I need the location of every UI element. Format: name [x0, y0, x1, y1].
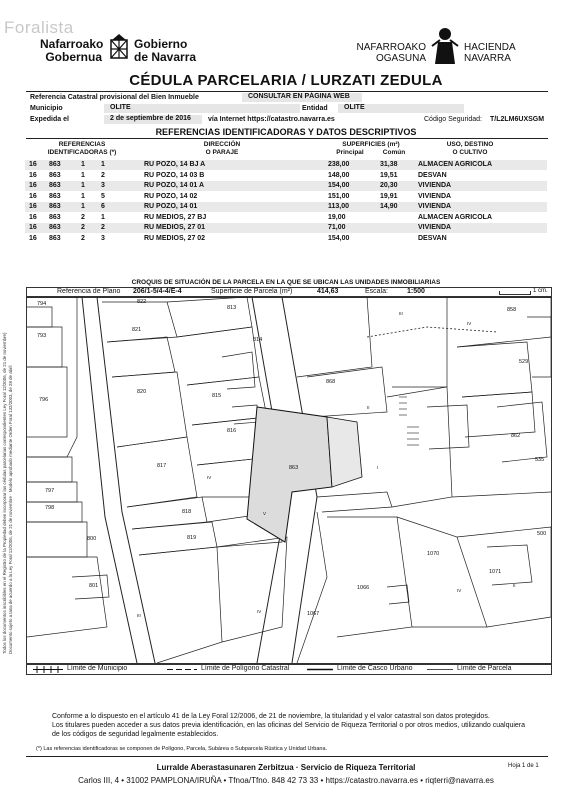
logo-right-text-3: HACIENDA	[464, 42, 516, 53]
ref-subarea: 1	[81, 182, 85, 189]
sup-principal-cell: 238,00	[328, 161, 350, 168]
ref-parcela: 863	[49, 182, 61, 189]
direccion-cell: RU MEDIOS, 27 01	[144, 224, 206, 231]
col-dir-header	[160, 141, 284, 156]
col-uso-line-1: USO, DESTINO	[446, 141, 494, 148]
legend-parcela-symbol	[427, 666, 453, 673]
parcel-number-label: 1067	[307, 611, 320, 617]
ref-parcela: 863	[49, 161, 61, 168]
hacienda-emblem-icon	[430, 26, 460, 66]
ref-value: CONSULTAR EN PÁGINA WEB	[242, 93, 362, 102]
logo-text-spanish-2: de Navarra	[134, 50, 197, 64]
col-ref-line-2: IDENTIFICADORAS (*)	[47, 148, 117, 156]
watermark: Foralista	[4, 18, 74, 37]
parcel-number-label: 1066	[357, 585, 370, 591]
ref-subarea: 2	[81, 213, 85, 221]
col-sup-header: SUPERFICIES (m²)	[342, 141, 400, 148]
uso-cell: VIVIENDA	[418, 192, 452, 200]
subparcel-label: III	[399, 311, 403, 316]
sup-comun-cell: 19,91	[380, 192, 398, 200]
via-internet-text: vía Internet https://catastro.navarra.es	[208, 116, 335, 123]
stairs-hatch	[399, 397, 419, 445]
legend-casco: Límite de Casco Urbano	[337, 665, 413, 672]
legend-casco-symbol	[307, 666, 333, 673]
col-ref-line-1: REFERENCIAS	[58, 141, 106, 148]
ref-poligono: 16	[29, 213, 37, 221]
ref-subarea: 1	[81, 171, 85, 179]
parcel-number-label: 818	[182, 509, 192, 515]
table-row	[25, 213, 547, 223]
logo-right-text-2: OGASUNA	[375, 53, 426, 64]
ref-unidad: 1	[101, 161, 105, 168]
sup-principal-cell: 113,00	[328, 203, 350, 210]
ref-unidad: 2	[101, 224, 105, 231]
casco-urbano-line	[367, 327, 497, 337]
logo-text-basque-2: Gobernua	[45, 50, 102, 64]
subparcel-label: II	[513, 583, 516, 588]
parcel-number-label: 529	[519, 359, 529, 365]
parcel-number-label: 798	[45, 505, 55, 511]
subparcel-label: IV	[207, 475, 212, 480]
ref-poligono: 16	[29, 224, 37, 231]
ref-subarea: 2	[81, 234, 85, 242]
table-row	[25, 202, 547, 212]
uso-cell: ALMACEN AGRICOLA	[418, 161, 493, 168]
page-indicator: Hoja 1 de 1	[508, 763, 539, 769]
table-row	[25, 223, 547, 233]
parcel-number-label: 858	[507, 307, 517, 313]
expedida-value: 2 de septiembre de 2016	[104, 115, 202, 124]
footer-note-1: Conforme a lo dispuesto en el artículo 41 de la Ley Foral 12/2006, de 21 de noviembre, la titularidad y el valor catastral son datos protegidos.	[52, 713, 490, 720]
parcel-number-label: 797	[45, 488, 55, 494]
sup-comun-cell: 14,90	[380, 203, 398, 210]
direccion-cell: RU POZO, 14 02	[144, 192, 198, 200]
legend-parcela: Límite de Parcela	[457, 665, 512, 672]
direccion-cell: RU POZO, 14 03 B	[144, 171, 205, 179]
ref-parcela: 863	[49, 203, 61, 210]
cadastral-map-drawing	[27, 297, 551, 663]
references-title: REFERENCIAS IDENTIFICADORAS Y DATOS DESCRIPTIVOS	[155, 127, 417, 137]
side-legal-line-1: Todos los documentos inscribibles en el Registro de la Propiedad deben incorporar las cédulas parcelarias correspondientes Ley Foral 12/2006, de 21 de noviembre)	[2, 332, 7, 654]
side-legal-text	[2, 294, 14, 654]
ref-unidad: 3	[101, 182, 105, 189]
parcel-863-shape	[247, 407, 332, 542]
parcel-number-label: 817	[157, 463, 167, 469]
expedida-label: Expedida el	[30, 116, 69, 123]
footer-notes	[52, 712, 532, 739]
entidad-label: Entidad	[302, 105, 328, 112]
parcel-number-label: 535	[535, 457, 545, 463]
ref-poligono: 16	[29, 171, 37, 179]
ref-unidad: 1	[101, 213, 105, 221]
codigo-value: T/L2LM6UXSGM	[490, 116, 545, 123]
asterisk-note: (*) Las referencias identificadoras se componen de Polígono, Parcela, Subárea o Subparcela Rústica y Unidad Urbana.	[36, 746, 328, 752]
ref-poligono: 16	[29, 192, 37, 200]
table-row	[25, 171, 547, 181]
parcel-number-label: 821	[132, 327, 142, 333]
navarra-shield-icon	[108, 30, 130, 64]
ref-subarea: 1	[81, 203, 85, 210]
ref-subarea: 1	[81, 192, 85, 200]
sup-principal-cell: 148,00	[328, 171, 350, 179]
parcel-863-subarea	[327, 417, 362, 487]
parcel-number-label: 819	[187, 535, 197, 541]
parcel-number-label: 814	[253, 337, 263, 343]
subparcel-label: IV	[467, 321, 472, 326]
ref-poligono: 16	[29, 203, 37, 210]
uso-cell: VIVIENDA	[418, 224, 452, 231]
entidad-value: OLITE	[338, 104, 464, 113]
superficie-label: Superficie de Parcela (m²)	[211, 288, 293, 295]
sup-principal-cell: 71,00	[328, 224, 346, 231]
uso-cell: DESVAN	[418, 171, 447, 179]
direccion-cell: RU POZO, 14 BJ A	[144, 161, 206, 168]
logo-text-spanish-1: Gobierno	[134, 37, 188, 51]
sup-comun-cell: 31,38	[380, 161, 398, 168]
sup-principal-cell: 154,00	[328, 234, 350, 242]
col-uso-header	[424, 141, 516, 156]
subparcel-label: IV	[457, 588, 462, 593]
parcel-number-label: 794	[37, 301, 47, 307]
table-row	[25, 192, 547, 202]
col-dir-line-2: O PARAJE	[205, 148, 239, 156]
map-legend	[26, 664, 552, 675]
footer-note-2: Los titulares pueden acceder a sus datos previa identificación, en las oficinas del Servicio de Riqueza Territorial o por otros medios, utilizando cualquiera	[52, 722, 526, 729]
ref-poligono: 16	[29, 161, 37, 168]
escala-value: 1:500	[407, 288, 425, 295]
sup-principal-cell: 19,00	[328, 213, 346, 221]
parcel-number-label: 820	[137, 389, 147, 395]
col-uso-line-2: O CULTIVO	[452, 148, 488, 156]
subparcel-label: II	[367, 405, 370, 410]
cadastral-map[interactable]	[26, 296, 552, 664]
subparcel-label: III	[137, 613, 141, 618]
uso-cell: ALMACEN AGRICOLA	[418, 213, 493, 221]
office-address: Carlos III, 4 • 31002 PAMPLONA/IRUÑA • Tfnoa/Tfno. 848 42 73 33 • https://catastro.navarra.es • riqterri@navarra.es	[78, 776, 494, 785]
footer-rule	[26, 756, 548, 757]
ref-parcela: 863	[49, 171, 61, 179]
codigo-label: Código Seguridad:	[424, 116, 482, 123]
col-comun-header: Común	[382, 149, 406, 156]
parcel-number-label: 816	[227, 428, 237, 434]
ref-unidad: 5	[101, 192, 105, 200]
table-row	[25, 181, 547, 191]
ref-parcela: 863	[49, 224, 61, 231]
municipio-label: Municipio	[30, 105, 63, 112]
table-row	[25, 160, 547, 170]
ref-poligono: 16	[29, 234, 37, 242]
sup-comun-cell: 19,51	[380, 171, 398, 179]
references-rule	[26, 138, 548, 139]
legend-poligono: Límite de Polígono Catastral	[201, 665, 290, 672]
municipio-value: OLITE	[104, 104, 300, 113]
superficie-value: 414,63	[317, 288, 339, 295]
plano-value: 206/1-5/4-4/E-4	[133, 288, 182, 295]
legend-poligono-symbol	[167, 666, 197, 673]
direccion-cell: RU POZO, 14 01	[144, 203, 198, 210]
col-principal-header: Principal	[336, 149, 364, 156]
parcel-number-label: 800	[87, 536, 97, 542]
subparcel-label: V	[263, 511, 267, 516]
subparcel-label: I	[377, 465, 379, 470]
ref-subarea: 2	[81, 224, 85, 231]
ref-unidad: 3	[101, 234, 105, 242]
logo-right-text-1: NAFARROAKO	[356, 42, 426, 53]
croquis-title: CROQUIS DE SITUACIÓN DE LA PARCELA EN LA QUE SE UBICAN LAS UNIDADES INMOBILIARIAS	[131, 279, 441, 286]
parcel-number-label: 815	[212, 393, 222, 399]
sup-comun-cell: 20,30	[380, 182, 398, 189]
page-title: CÉDULA PARCELARIA / LURZATI ZEDULA	[129, 72, 443, 89]
parcel-number-label: 1071	[489, 569, 502, 575]
uso-cell: VIVIENDA	[418, 182, 452, 189]
parcel-number-label: 813	[227, 305, 237, 311]
sup-principal-cell: 154,00	[328, 182, 350, 189]
subparcel-label: IV	[257, 609, 262, 614]
parcel-number-label: 863	[289, 465, 299, 471]
plano-label: Referencia de Plano	[57, 288, 121, 295]
direccion-cell: RU POZO, 14 01 A	[144, 182, 205, 189]
scale-bar	[499, 291, 531, 295]
sup-principal-cell: 151,00	[328, 192, 350, 200]
parcel-number-label: 822	[137, 299, 147, 305]
parcel-number-label: 801	[89, 583, 99, 589]
logo-text-basque-1: Nafarroako	[40, 37, 104, 51]
uso-cell: DESVAN	[418, 234, 447, 242]
logo-right-text-4: NAVARRA	[464, 53, 511, 64]
direccion-cell: RU MEDIOS, 27 BJ	[144, 213, 207, 221]
escala-label: Escala:	[365, 288, 388, 295]
ref-unidad: 2	[101, 171, 105, 179]
parcel-number-label: 862	[511, 433, 521, 439]
legend-municipio-symbol	[33, 666, 63, 673]
ref-unidad: 6	[101, 203, 105, 210]
col-dir-line-1: DIRECCIÓN	[203, 141, 241, 148]
parcel-number-label: 1070	[427, 551, 440, 557]
col-ref-header	[26, 141, 138, 156]
parcel-number-label: 868	[326, 379, 336, 385]
scale-unit: 1 cm.	[533, 288, 548, 294]
ref-label: Referencia Catastral provisional del Bien Inmueble	[30, 94, 199, 101]
footer-note-3: de los códigos de seguridad legalmente establecidos.	[52, 731, 219, 738]
parcel-number-label: 500	[537, 531, 547, 537]
direccion-cell: RU MEDIOS, 27 02	[144, 234, 206, 242]
parcel-number-label: 793	[37, 333, 47, 339]
parcel-number-label: 796	[39, 397, 49, 403]
ref-parcela: 863	[49, 234, 61, 242]
ref-subarea: 1	[81, 161, 85, 168]
ref-parcela: 863	[49, 213, 61, 221]
ref-poligono: 16	[29, 182, 37, 189]
uso-cell: VIVIENDA	[418, 203, 452, 210]
side-legal-line-2: Documento sujeto a tasa de acuerdo a la Ley Foral 12/2006, de 21 de noviembre · Modelo aprobado mediante Orden Foral 132/2003, de 28 de abril	[8, 365, 13, 654]
legend-municipio: Límite de Municipio	[67, 665, 128, 672]
title-rule	[26, 91, 548, 92]
ref-parcela: 863	[49, 192, 61, 200]
office-name: Lurralde Aberastasunaren Zerbitzua · Servicio de Riqueza Territorial	[156, 763, 416, 772]
table-row	[25, 234, 547, 244]
